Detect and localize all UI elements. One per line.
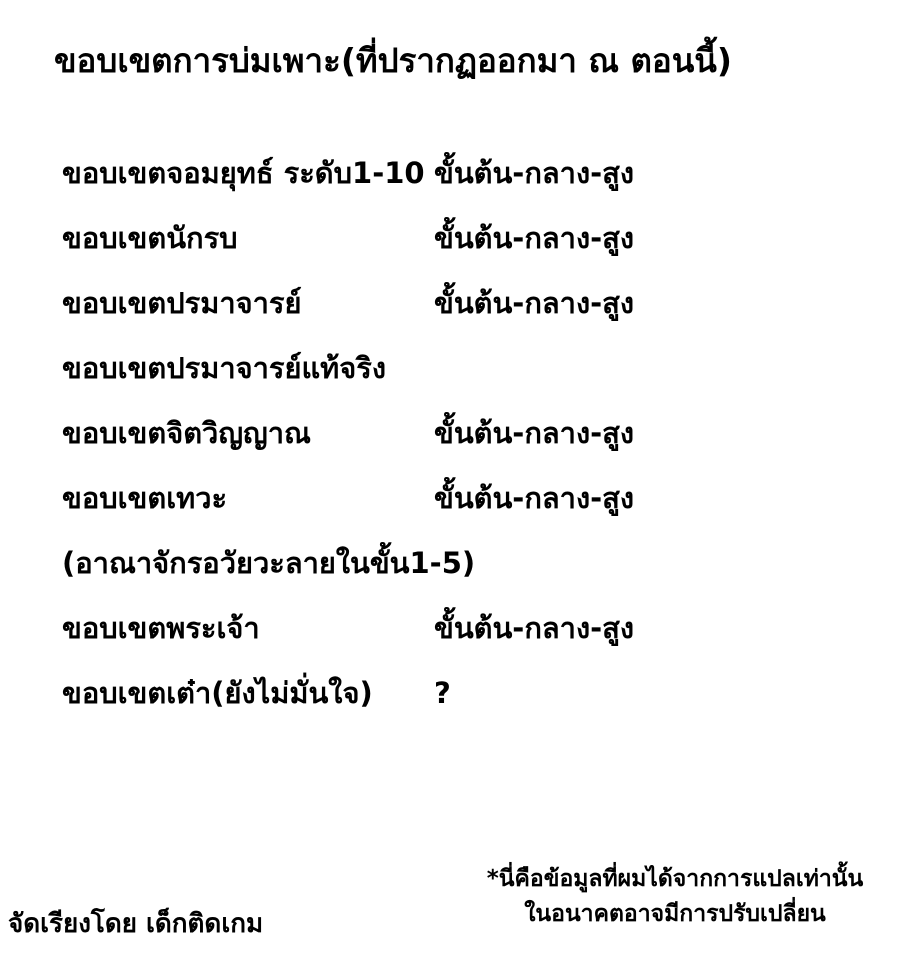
- realm-list: [62, 150, 842, 735]
- realm-grade: ขั้นต้น-กลาง-สูง: [434, 416, 635, 450]
- list-item: [62, 605, 842, 670]
- list-item: [62, 345, 842, 410]
- realm-grade: ?: [434, 676, 451, 710]
- realm-label: ขอบเขตเต๋า(ยังไม่มั่นใจ): [62, 676, 373, 710]
- realm-label: ขอบเขตนักรบ: [62, 221, 238, 255]
- list-item: [62, 280, 842, 345]
- disclaimer-line-2: ในอนาคตอาจมีการปรับเปลี่ยน: [524, 900, 826, 927]
- realm-label: ขอบเขตจอมยุทธ์ ระดับ1-10: [62, 156, 425, 190]
- list-item: [62, 475, 842, 540]
- realm-grade: ขั้นต้น-กลาง-สูง: [434, 156, 635, 190]
- list-item: [62, 215, 842, 280]
- realm-label: (อาณาจักรอวัยวะลายในขั้น1-5): [62, 546, 476, 580]
- list-item: [62, 410, 842, 475]
- credit-text: จัดเรียงโดย เด็กติดเกม: [8, 909, 264, 939]
- realm-grade: ขั้นต้น-กลาง-สูง: [434, 221, 635, 255]
- realm-label: ขอบเขตปรมาจารย์: [62, 286, 302, 320]
- list-item: [62, 150, 842, 215]
- realm-label: ขอบเขตเทวะ: [62, 481, 228, 515]
- realm-label: ขอบเขตพระเจ้า: [62, 611, 260, 645]
- realm-grade: ขั้นต้น-กลาง-สูง: [434, 611, 635, 645]
- disclaimer-note: [465, 862, 885, 931]
- realm-grade: ขั้นต้น-กลาง-สูง: [434, 286, 635, 320]
- list-item: [62, 540, 842, 605]
- realm-label: ขอบเขตจิตวิญญาณ: [62, 416, 311, 450]
- list-item: [62, 670, 842, 735]
- realm-grade: ขั้นต้น-กลาง-สูง: [434, 481, 635, 515]
- page-title: ขอบเขตการบ่มเพาะ(ที่ปรากฏออกมา ณ ตอนนี้): [54, 41, 732, 80]
- realm-label: ขอบเขตปรมาจารย์แท้จริง: [62, 351, 386, 385]
- disclaimer-line-1: *นี่คือข้อมูลที่ผมได้จากการแปลเท่านั้น: [486, 866, 864, 892]
